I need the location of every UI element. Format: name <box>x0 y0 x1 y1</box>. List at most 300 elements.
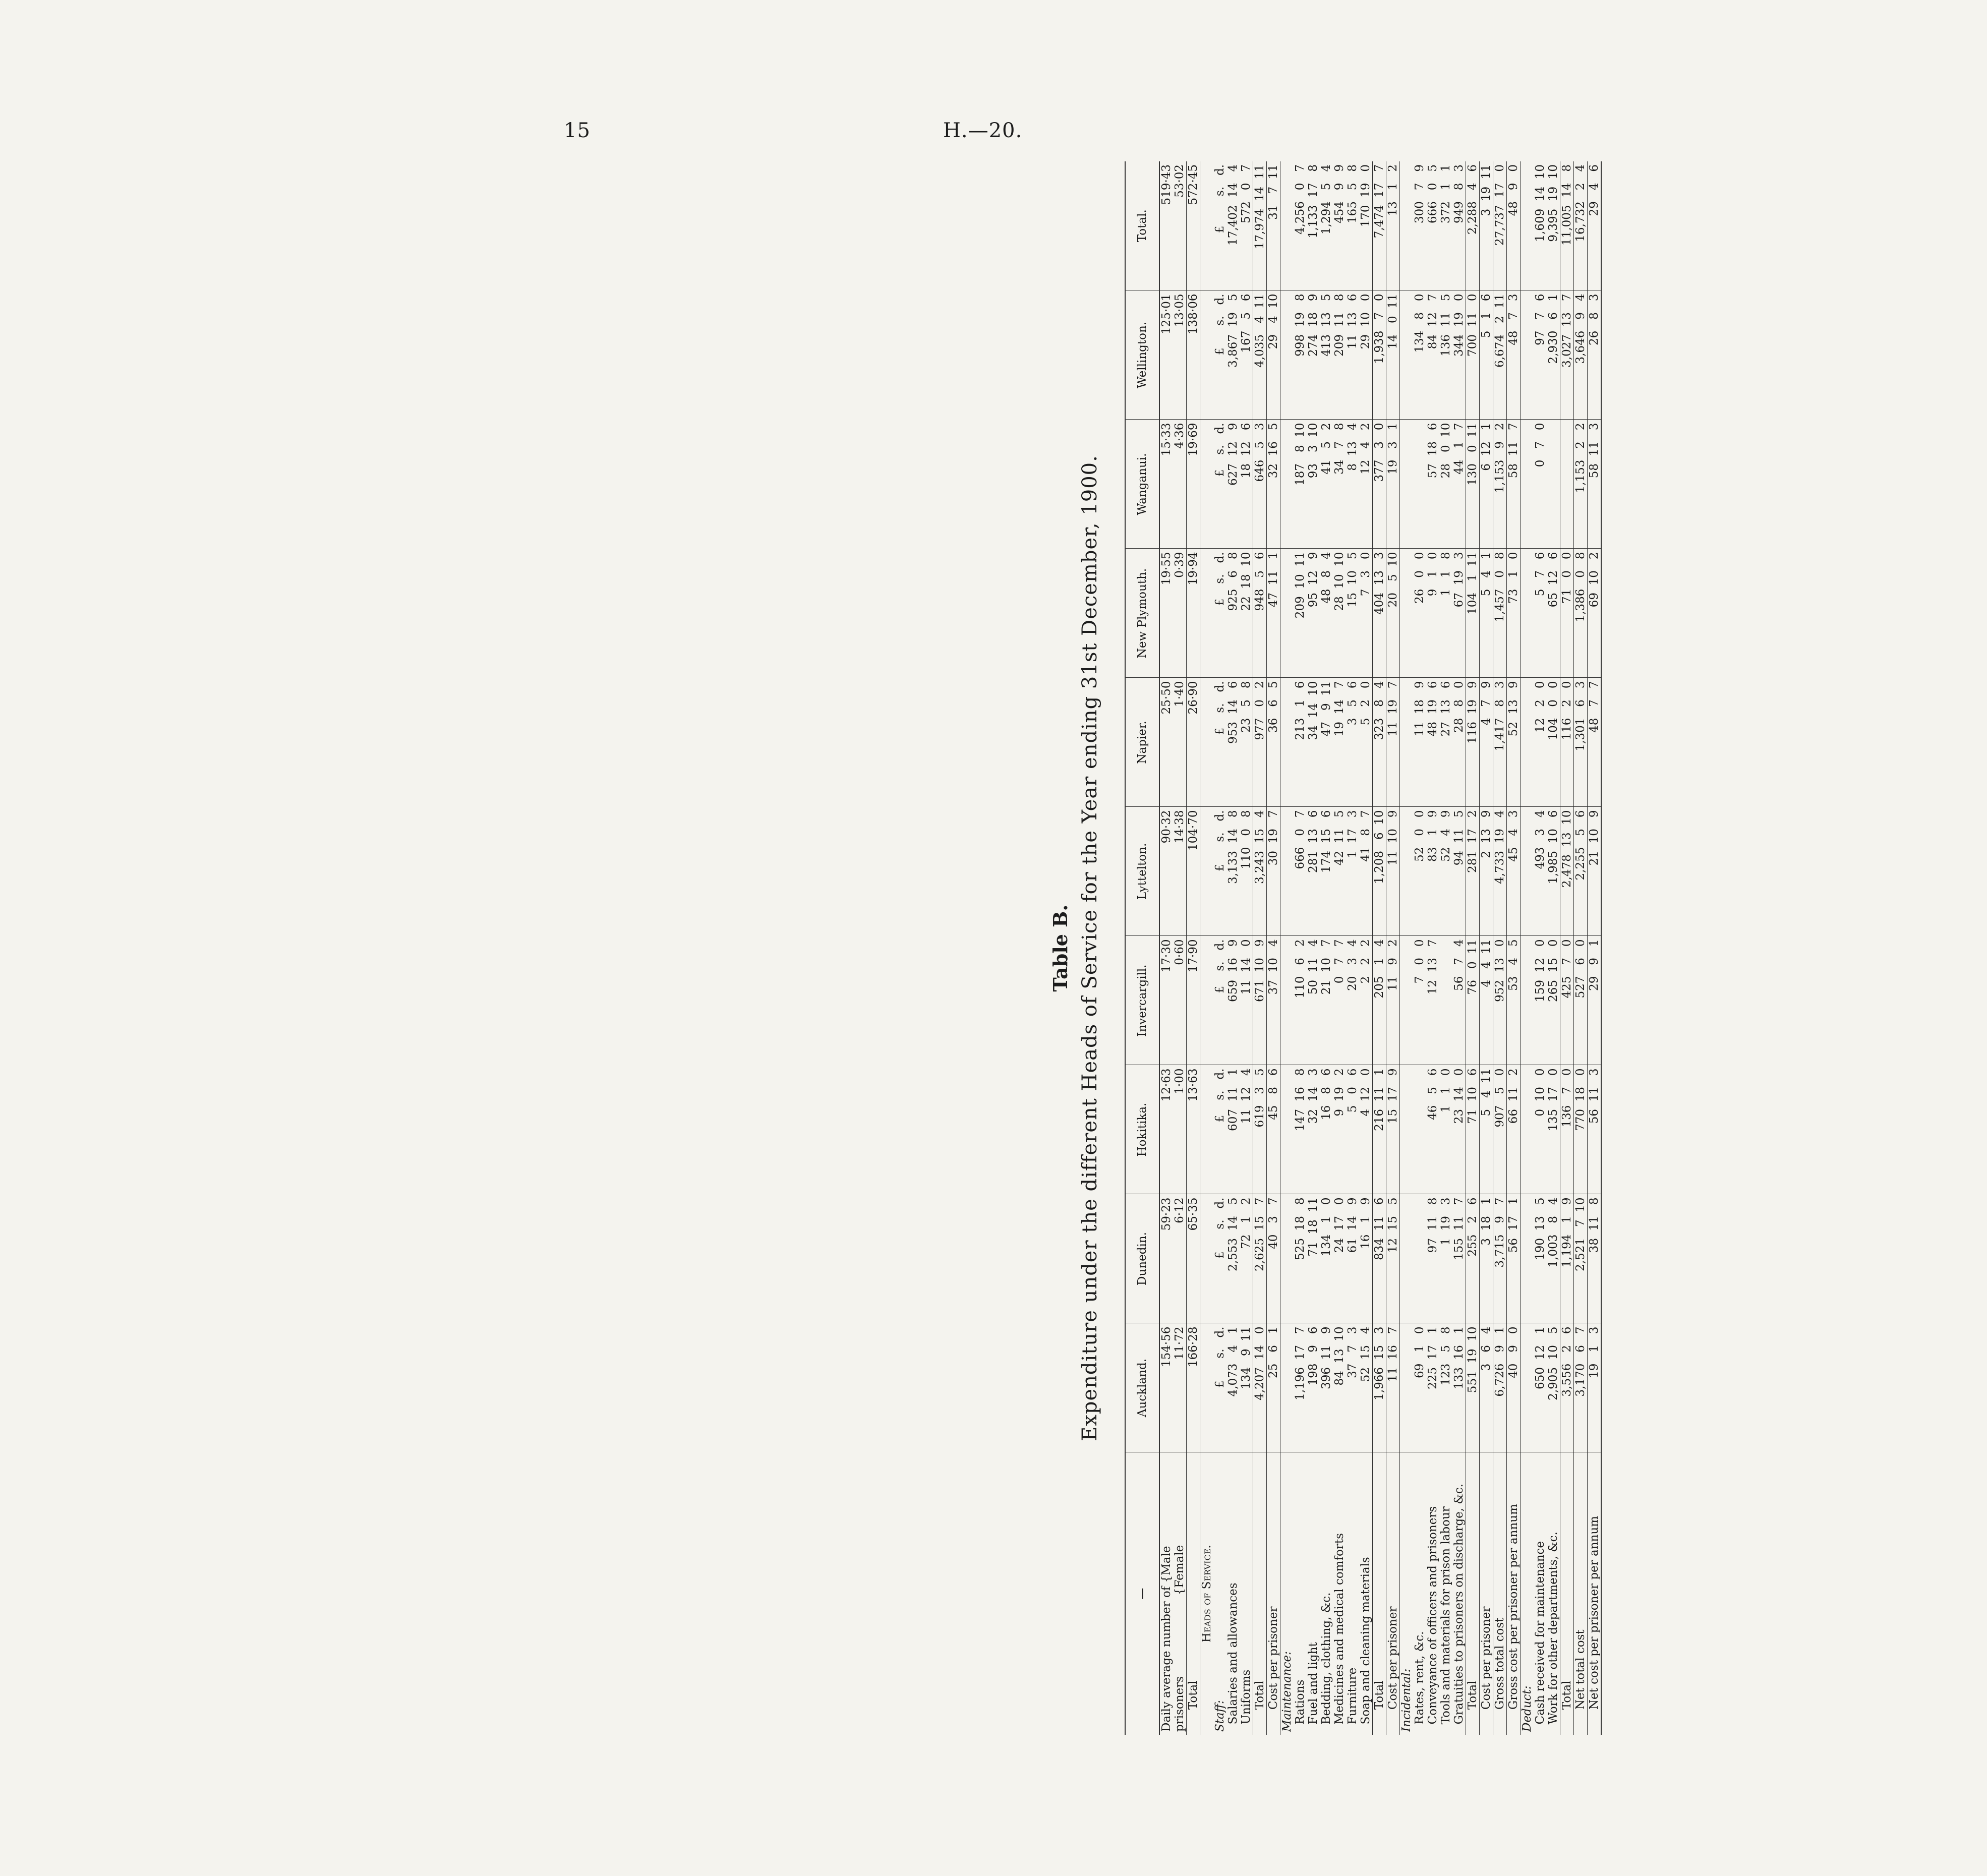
table-cell: 925 6 8 <box>1226 549 1240 678</box>
row-label: Work for other departments, &c. <box>1547 1532 1560 1732</box>
table-row <box>1320 161 1333 1735</box>
table-cell: 5 4 1 <box>1480 549 1493 678</box>
row-label: Net total cost <box>1574 1452 1588 1735</box>
table-cell: 45 8 6 <box>1267 1065 1280 1194</box>
table-cell: 671 10 9 <box>1253 936 1267 1065</box>
table-cell: 2 2 2 <box>1359 936 1373 1065</box>
table-cell: 3,867 19 5 <box>1226 290 1240 420</box>
table-cell <box>1521 1194 1534 1323</box>
column-header: Lyttelton. <box>1125 807 1159 936</box>
table-cell <box>1400 420 1414 549</box>
table-cell: 396 11 9 <box>1320 1323 1333 1452</box>
table-cell: 1 1 8 <box>1439 549 1452 678</box>
table-cell: 104 0 0 <box>1547 678 1560 807</box>
table-cell: 1,966 15 3 <box>1373 1323 1386 1452</box>
table-cell: 26 0 0 <box>1413 549 1426 678</box>
table-cell: 28 8 0 <box>1452 678 1466 807</box>
expenditure-table <box>1125 161 1602 1735</box>
table-cell: 4 7 9 <box>1480 678 1493 807</box>
table-cell: 953 14 6 <box>1226 678 1240 807</box>
table-cell: 1,457 0 8 <box>1493 549 1507 678</box>
table-cell <box>1400 1323 1414 1452</box>
table-cell: 413 13 5 <box>1320 290 1333 420</box>
table-cell: 65·35 <box>1187 1194 1200 1323</box>
table-cell: 17,974 14 11 <box>1253 161 1267 290</box>
table-row <box>1439 161 1452 1735</box>
table-row <box>1226 161 1240 1735</box>
table-cell: 1,153 2 2 <box>1574 420 1588 549</box>
table-cell: 52 15 4 <box>1359 1323 1373 1452</box>
table-cell <box>1400 807 1414 936</box>
table-cell: 26 8 3 <box>1588 290 1602 420</box>
table-cell: 83 1 9 <box>1426 807 1439 936</box>
table-cell: 19·94 <box>1187 549 1200 678</box>
table-cell: 404 13 3 <box>1373 549 1386 678</box>
table-cell <box>1400 1065 1414 1194</box>
table-cell: 3 6 4 <box>1480 1323 1493 1452</box>
row-label: Net cost per prisoner per annum <box>1588 1452 1602 1735</box>
table-cell: £ s. d. <box>1213 161 1226 290</box>
table-row <box>1521 161 1534 1735</box>
table-cell: 19 3 1 <box>1386 420 1400 549</box>
table-cell: 15 17 9 <box>1386 1065 1400 1194</box>
column-header: Invercargill. <box>1125 936 1159 1065</box>
table-row <box>1400 161 1414 1735</box>
table-cell: 572 0 7 <box>1240 161 1253 290</box>
table-cell: 27 13 6 <box>1439 678 1452 807</box>
row-label: Bedding, clothing, &c. <box>1320 1592 1333 1732</box>
table-cell: 11,005 14 8 <box>1560 161 1574 290</box>
table-cell: 34 7 8 <box>1333 420 1346 549</box>
table-row <box>1560 161 1574 1735</box>
table-cell: 2,625 15 7 <box>1253 1194 1267 1323</box>
table-cell: 659 16 9 <box>1226 936 1240 1065</box>
table-cell: 3,027 13 7 <box>1560 290 1574 420</box>
table-cell: 3,715 9 7 <box>1493 1194 1507 1323</box>
table-cell: 11 14 0 <box>1240 936 1253 1065</box>
table-cell: 170 19 0 <box>1359 161 1373 290</box>
table-cell: 12 2 0 <box>1534 678 1547 807</box>
table-cell: 94 11 5 <box>1452 807 1466 936</box>
column-header: Hokitika. <box>1125 1065 1159 1194</box>
row-label: Gross total cost <box>1493 1452 1507 1735</box>
table-cell: 155 11 7 <box>1452 1194 1466 1323</box>
table-cell: 29 9 1 <box>1588 936 1602 1065</box>
table-cell: 1,301 6 3 <box>1574 678 1588 807</box>
table-cell: 32 14 3 <box>1307 1065 1320 1194</box>
column-header: Auckland. <box>1125 1323 1159 1452</box>
table-cell: 9 1 0 <box>1426 549 1439 678</box>
table-cell: 13·63 <box>1187 1065 1200 1194</box>
table-cell: 2,521 7 10 <box>1574 1194 1588 1323</box>
table-cell: 20 3 4 <box>1346 936 1359 1065</box>
table-cell: 21 10 7 <box>1320 936 1333 1065</box>
table-cell: £ s. d. <box>1213 549 1226 678</box>
table-cell <box>1280 807 1294 936</box>
table-cell: 134 1 0 <box>1320 1194 1333 1323</box>
table-row <box>1588 161 1602 1735</box>
table-cell: 205 1 4 <box>1373 936 1386 1065</box>
table-cell: 8 13 4 <box>1346 420 1359 549</box>
table-cell: 3,556 2 6 <box>1560 1323 1574 1452</box>
table-cell: 2,255 5 6 <box>1574 807 1588 936</box>
table-cell: 90·32 14·38 <box>1159 807 1187 936</box>
table-cell: 700 11 0 <box>1466 290 1480 420</box>
table-cell: £ s. d. <box>1213 1323 1226 1452</box>
table-cell: 17·30 0·60 <box>1159 936 1187 1065</box>
table-cell: 47 11 1 <box>1267 549 1280 678</box>
table-cell <box>1521 420 1534 549</box>
column-header: Wellington. <box>1125 290 1159 420</box>
table-cell: £ s. d. <box>1213 1194 1226 1323</box>
table-cell: 1 19 3 <box>1439 1194 1452 1323</box>
table-cell: 19 14 7 <box>1333 678 1346 807</box>
table-cell: 166·28 <box>1187 1323 1200 1452</box>
row-label: Medicines and medical comforts <box>1333 1533 1346 1732</box>
table-cell: 1,985 10 6 <box>1547 807 1560 936</box>
table-cell: 5 4 11 <box>1480 1065 1493 1194</box>
table-cell: 40 9 0 <box>1507 1323 1521 1452</box>
table-cell: 116 19 9 <box>1466 678 1480 807</box>
table-cell: 3 18 1 <box>1480 1194 1493 1323</box>
table-cell: 377 3 0 <box>1373 420 1386 549</box>
table-cell: 104·70 <box>1187 807 1200 936</box>
table-cell: 255 2 6 <box>1466 1194 1480 1323</box>
table-cell: 47 9 11 <box>1320 678 1333 807</box>
table-cell: 2,553 14 5 <box>1226 1194 1240 1323</box>
table-cell: 281 17 2 <box>1466 807 1480 936</box>
table-cell: 209 11 8 <box>1333 290 1346 420</box>
table-cell: 3 5 6 <box>1346 678 1359 807</box>
table-row <box>1480 161 1493 1735</box>
table-cell: 7 0 0 <box>1413 936 1426 1065</box>
row-label: Conveyance of officers and prisoners <box>1426 1506 1439 1732</box>
table-cell: 3,646 9 4 <box>1574 290 1588 420</box>
table-cell: 907 5 0 <box>1493 1065 1507 1194</box>
table-cell: 22 18 10 <box>1240 549 1253 678</box>
column-header: Wanganui. <box>1125 420 1159 549</box>
table-cell: 5 1 6 <box>1480 290 1493 420</box>
table-cell: 21 10 9 <box>1588 807 1602 936</box>
table-cell: 572·45 <box>1187 161 1200 290</box>
table-cell: 72 1 2 <box>1240 1194 1253 1323</box>
row-label: Furniture <box>1346 1667 1359 1732</box>
table-cell: 95 12 9 <box>1307 549 1320 678</box>
table-cell: 770 18 0 <box>1574 1065 1588 1194</box>
table-cell: 7,474 17 7 <box>1373 161 1386 290</box>
table-row <box>1200 161 1214 1735</box>
table-cell: 13 1 2 <box>1386 161 1400 290</box>
table-cell: 34 14 10 <box>1307 678 1320 807</box>
column-header: New Plymouth. <box>1125 549 1159 678</box>
table-cell: 116 2 0 <box>1560 678 1574 807</box>
table-cell: 213 1 6 <box>1294 678 1307 807</box>
table-cell: 73 1 0 <box>1507 549 1521 678</box>
section-heading: Heads of Service. <box>1200 1545 1213 1643</box>
table-row <box>1294 161 1307 1735</box>
table-cell <box>1280 936 1294 1065</box>
table-cell: 58 11 3 <box>1588 420 1602 549</box>
table-cell <box>1560 420 1574 549</box>
table-cell: 66 11 2 <box>1507 1065 1521 1194</box>
table-cell: 666 0 7 <box>1294 807 1307 936</box>
table-cell <box>1400 678 1414 807</box>
table-cell: 125·01 13·05 <box>1159 290 1187 420</box>
row-label <box>1200 1452 1214 1735</box>
table-cell: 7 3 0 <box>1359 549 1373 678</box>
table-cell: £ s. d. <box>1213 290 1226 420</box>
row-label: Incidental: <box>1400 1668 1413 1732</box>
table-cell <box>1200 290 1214 420</box>
table-cell: 1,609 14 10 <box>1534 161 1547 290</box>
table-row <box>1253 161 1267 1735</box>
table-cell: 834 11 6 <box>1373 1194 1386 1323</box>
row-label: Total <box>1560 1452 1574 1735</box>
table-row <box>1413 161 1426 1735</box>
table-cell: 29 10 0 <box>1359 290 1373 420</box>
table-cell: 134 8 0 <box>1413 290 1426 420</box>
row-label: Deduct: <box>1521 1685 1534 1732</box>
table-cell: 52 4 9 <box>1439 807 1452 936</box>
table-cell: 2,905 10 5 <box>1547 1323 1560 1452</box>
table-row <box>1307 161 1320 1735</box>
table-cell: 646 5 3 <box>1253 420 1267 549</box>
row-label: Soap and cleaning materials <box>1359 1557 1372 1732</box>
page-number: 15 <box>564 119 591 142</box>
table-cell: 225 17 1 <box>1426 1323 1439 1452</box>
table-cell: 36 6 5 <box>1267 678 1280 807</box>
table-cell: 12·63 1·00 <box>1159 1065 1187 1194</box>
table-title: Table B. <box>1049 904 1072 992</box>
table-cell: £ s. d. <box>1213 1065 1226 1194</box>
table-cell: 6,726 9 1 <box>1493 1323 1507 1452</box>
table-row <box>1452 161 1466 1735</box>
document-reference: H.—20. <box>943 119 1023 142</box>
table-cell: £ s. d. <box>1213 936 1226 1065</box>
table-row <box>1359 161 1373 1735</box>
table-cell: 1,153 9 2 <box>1493 420 1507 549</box>
table-cell: 37 10 4 <box>1267 936 1280 1065</box>
table-cell: 198 9 6 <box>1307 1323 1320 1452</box>
table-cell <box>1200 678 1214 807</box>
table-row <box>1426 161 1439 1735</box>
table-row <box>1466 161 1480 1735</box>
row-label: Total <box>1373 1452 1386 1735</box>
table-cell: 48 9 0 <box>1507 161 1521 290</box>
table-cell: 1,003 8 4 <box>1547 1194 1560 1323</box>
table-cell: 135 17 0 <box>1547 1065 1560 1194</box>
table-cell: 4 4 11 <box>1480 936 1493 1065</box>
table-cell: 110 0 8 <box>1240 807 1253 936</box>
table-cell: 16,732 2 4 <box>1574 161 1588 290</box>
row-label: Gross cost per prisoner per annum <box>1507 1452 1521 1735</box>
table-cell: 344 19 0 <box>1452 290 1466 420</box>
column-header: Dunedin. <box>1125 1194 1159 1323</box>
table-row <box>1386 161 1400 1735</box>
table-cell: 17,402 14 4 <box>1226 161 1240 290</box>
table-cell: 71 18 11 <box>1307 1194 1320 1323</box>
row-label: Rates, rent, &c. <box>1413 1631 1426 1732</box>
table-cell: 27,737 17 0 <box>1493 161 1507 290</box>
table-cell: 3,170 6 7 <box>1574 1323 1588 1452</box>
table-cell: 97 11 8 <box>1426 1194 1439 1323</box>
table-cell <box>1280 1323 1294 1452</box>
table-cell <box>1200 1323 1214 1452</box>
table-cell: 93 3 10 <box>1307 420 1320 549</box>
table-cell: 607 11 1 <box>1226 1065 1240 1194</box>
table-cell: 104 1 11 <box>1466 549 1480 678</box>
row-label: Cost per prisoner <box>1480 1452 1493 1735</box>
table-cell: £ s. d. <box>1213 420 1226 549</box>
table-cell <box>1521 678 1534 807</box>
row-label: Salaries and allowances <box>1226 1582 1240 1732</box>
table-cell: 4,073 4 1 <box>1226 1323 1240 1452</box>
table-cell: 11 10 9 <box>1386 807 1400 936</box>
table-cell <box>1200 161 1214 290</box>
table-cell: 9 19 2 <box>1333 1065 1346 1194</box>
table-cell: 19 1 3 <box>1588 1323 1602 1452</box>
table-cell: 3,133 14 8 <box>1226 807 1240 936</box>
table-cell: 551 19 10 <box>1466 1323 1480 1452</box>
table-cell <box>1521 549 1534 678</box>
table-cell: 37 7 3 <box>1346 1323 1359 1452</box>
table-cell: 6,674 2 11 <box>1493 290 1507 420</box>
table-cell: 949 8 3 <box>1452 161 1466 290</box>
table-cell <box>1200 549 1214 678</box>
table-cell: 454 9 9 <box>1333 161 1346 290</box>
table-caption: Expenditure under the different Heads of Service for the Year ending 31st December, 1900. <box>1078 455 1101 1441</box>
table-cell: 130 0 11 <box>1466 420 1480 549</box>
table-cell: 19·55 0·39 <box>1159 549 1187 678</box>
table-cell <box>1400 161 1414 290</box>
table-cell: 948 5 6 <box>1253 549 1267 678</box>
table-cell: 2,478 13 10 <box>1560 807 1574 936</box>
table-row <box>1333 161 1346 1735</box>
table-cell: 84 13 10 <box>1333 1323 1346 1452</box>
table-cell: 44 1 7 <box>1452 420 1466 549</box>
row-label: Total <box>1253 1452 1267 1735</box>
table-cell <box>1521 161 1534 290</box>
table-cell: 1,294 5 4 <box>1320 161 1333 290</box>
table-row <box>1280 161 1294 1735</box>
table-cell <box>1521 807 1534 936</box>
table-cell: 48 7 7 <box>1588 678 1602 807</box>
column-header-label: — <box>1125 1452 1159 1735</box>
table-cell: 519·43 53·02 <box>1159 161 1187 290</box>
table-cell: 136 11 5 <box>1439 290 1452 420</box>
table-cell: 1,196 17 7 <box>1294 1323 1307 1452</box>
table-cell: 165 5 8 <box>1346 161 1359 290</box>
table-cell: 3,243 15 4 <box>1253 807 1267 936</box>
table-cell: 71 10 6 <box>1466 1065 1480 1194</box>
table-row <box>1534 161 1547 1735</box>
table-cell <box>1400 936 1414 1065</box>
table-cell: 17·90 <box>1187 936 1200 1065</box>
row-label: Uniforms <box>1240 1669 1253 1732</box>
table-row <box>1213 161 1226 1735</box>
table-cell: 4,035 4 11 <box>1253 290 1267 420</box>
table-cell: 977 0 2 <box>1253 678 1267 807</box>
table-cell: 159 12 0 <box>1534 936 1547 1065</box>
table-cell: 1,417 8 3 <box>1493 678 1507 807</box>
table-cell: 25 6 1 <box>1267 1323 1280 1452</box>
table-cell: 25·50 1·40 <box>1159 678 1187 807</box>
table-cell: 11 12 4 <box>1240 1065 1253 1194</box>
table-cell: 58 11 7 <box>1507 420 1521 549</box>
row-label: Total <box>1187 1452 1200 1735</box>
row-label: Cost per prisoner <box>1386 1452 1400 1735</box>
table-cell <box>1200 420 1214 549</box>
table-cell: 4,207 14 0 <box>1253 1323 1267 1452</box>
table-cell: 41 5 2 <box>1320 420 1333 549</box>
table-cell: 32 16 5 <box>1267 420 1280 549</box>
table-cell <box>1200 1194 1214 1323</box>
table-cell: 4,256 0 7 <box>1294 161 1307 290</box>
table-cell: 48 19 6 <box>1426 678 1439 807</box>
column-header: Napier. <box>1125 678 1159 807</box>
row-label: Cost per prisoner <box>1267 1452 1280 1735</box>
table-cell: 29 4 6 <box>1588 161 1602 290</box>
table-cell: 265 15 0 <box>1547 936 1560 1065</box>
table-row <box>1507 161 1521 1735</box>
table-row <box>1547 161 1560 1735</box>
table-row <box>1373 161 1386 1735</box>
table-cell: 952 13 0 <box>1493 936 1507 1065</box>
table-cell: 274 18 9 <box>1307 290 1320 420</box>
table-cell: 0 10 0 <box>1534 1065 1547 1194</box>
table-row <box>1240 161 1253 1735</box>
table-cell: 5 7 6 <box>1534 549 1547 678</box>
row-label: Gratuities to prisoners on discharge, &c. <box>1452 1484 1466 1732</box>
table-cell: 493 3 4 <box>1534 807 1547 936</box>
table-cell: 110 6 2 <box>1294 936 1307 1065</box>
table-cell: 300 7 9 <box>1413 161 1426 290</box>
table-cell: 45 4 3 <box>1507 807 1521 936</box>
table-cell: 6 12 1 <box>1480 420 1493 549</box>
table-cell <box>1413 1194 1426 1323</box>
table-cell <box>1280 549 1294 678</box>
table-cell: 41 8 7 <box>1359 807 1373 936</box>
table-cell: 11 9 2 <box>1386 936 1400 1065</box>
table-cell: 19·69 <box>1187 420 1200 549</box>
table-cell: 56 11 3 <box>1588 1065 1602 1194</box>
table-cell: 5 0 6 <box>1346 1065 1359 1194</box>
table-cell: 190 13 5 <box>1534 1194 1547 1323</box>
table-cell: 40 3 7 <box>1267 1194 1280 1323</box>
table-cell: 619 3 5 <box>1253 1065 1267 1194</box>
table-cell: £ s. d. <box>1213 807 1226 936</box>
table-cell: 1,938 7 0 <box>1373 290 1386 420</box>
row-label: Staff: <box>1213 1700 1226 1732</box>
rotated-table-block <box>1049 161 1987 1735</box>
table-cell: 24 17 0 <box>1333 1194 1346 1323</box>
table-cell: 0 7 0 <box>1534 420 1547 549</box>
table-cell: 1,208 6 10 <box>1373 807 1386 936</box>
table-cell: 425 7 0 <box>1560 936 1574 1065</box>
table-cell: 52 0 0 <box>1413 807 1426 936</box>
table-cell: 12 4 2 <box>1359 420 1373 549</box>
table-cell: 147 16 8 <box>1294 1065 1307 1194</box>
table-cell <box>1521 290 1534 420</box>
table-cell: 2,930 6 1 <box>1547 290 1560 420</box>
table-row <box>1346 161 1359 1735</box>
table-cell <box>1280 1065 1294 1194</box>
table-cell: 61 14 9 <box>1346 1194 1359 1323</box>
table-cell: 281 13 6 <box>1307 807 1320 936</box>
table-cell: 52 13 9 <box>1507 678 1521 807</box>
table-cell <box>1521 1323 1534 1452</box>
table-cell <box>1280 161 1294 290</box>
